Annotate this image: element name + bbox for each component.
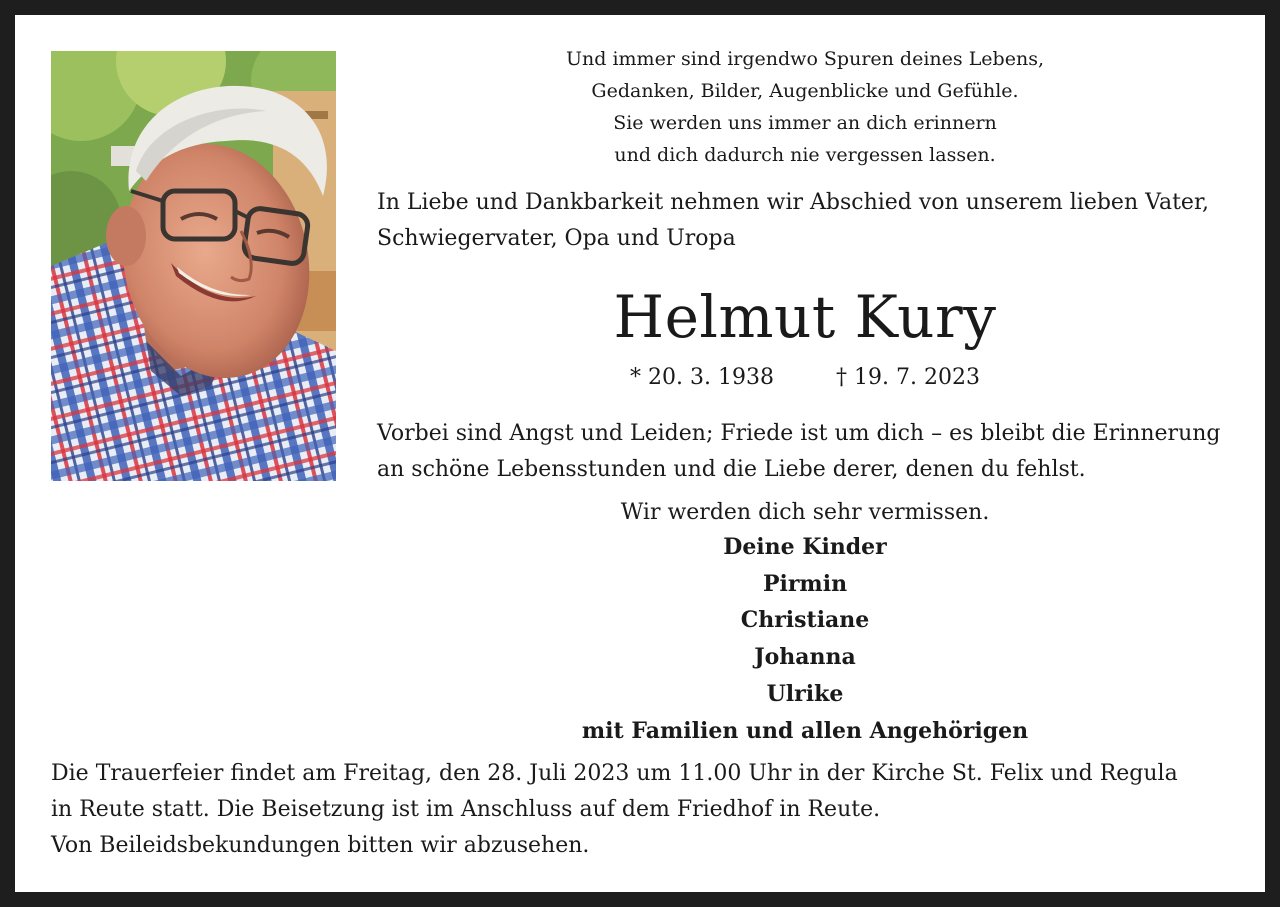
mourner-line: Pirmin (762, 570, 848, 597)
funeral-service-info (51, 756, 1251, 864)
verse-line: Vorbei sind Angst und Leiden; Friede ist um dich – es bleibt die Erinnerung (377, 421, 1221, 446)
life-dates (375, 361, 1235, 395)
miss-message: Wir werden dich sehr vermissen. (620, 500, 990, 525)
deceased-name: Helmut Kury (613, 283, 997, 351)
poem-line: Gedanken, Bilder, Augenblicke und Gefühle. (591, 80, 1019, 102)
mourner-line: Christiane (740, 607, 870, 634)
memorial-verse (377, 416, 1247, 488)
birth-date: * 20. 3. 1938 (630, 365, 774, 390)
death-date: † 19. 7. 2023 (836, 365, 980, 390)
service-line: in Reute statt. Die Beisetzung ist im Anschluss auf dem Friedhof in Reute. (51, 797, 881, 822)
mourner-line: mit Familien und allen Angehörigen (581, 717, 1029, 744)
portrait-photo (51, 51, 336, 481)
poem-line: Sie werden uns immer an dich erinnern (613, 112, 997, 134)
intro-line: In Liebe und Dankbarkeit nehmen wir Abschied von unserem lieben Vater, (377, 190, 1210, 215)
mourner-line: Ulrike (766, 680, 844, 707)
poem-line: und dich dadurch nie vergessen lassen. (614, 144, 996, 166)
poem-line: Und immer sind irgendwo Spuren deines Lebens, (566, 48, 1044, 70)
service-line: Von Beileidsbekundungen bitten wir abzusehen. (51, 833, 590, 858)
farewell-intro (377, 185, 1247, 257)
service-line: Die Trauerfeier findet am Freitag, den 28. Juli 2023 um 11.00 Uhr in der Kirche St. Felix und Regula (51, 761, 1178, 786)
mourners-list (375, 529, 1235, 749)
memorial-poem (375, 43, 1235, 171)
mourner-line: Deine Kinder (723, 534, 887, 560)
verse-line: an schöne Lebensstunden und die Liebe derer, denen du fehlst. (377, 457, 1086, 482)
obituary-card (15, 15, 1265, 892)
intro-line: Schwiegervater, Opa und Uropa (377, 226, 736, 251)
mourner-line: Johanna (754, 644, 856, 671)
